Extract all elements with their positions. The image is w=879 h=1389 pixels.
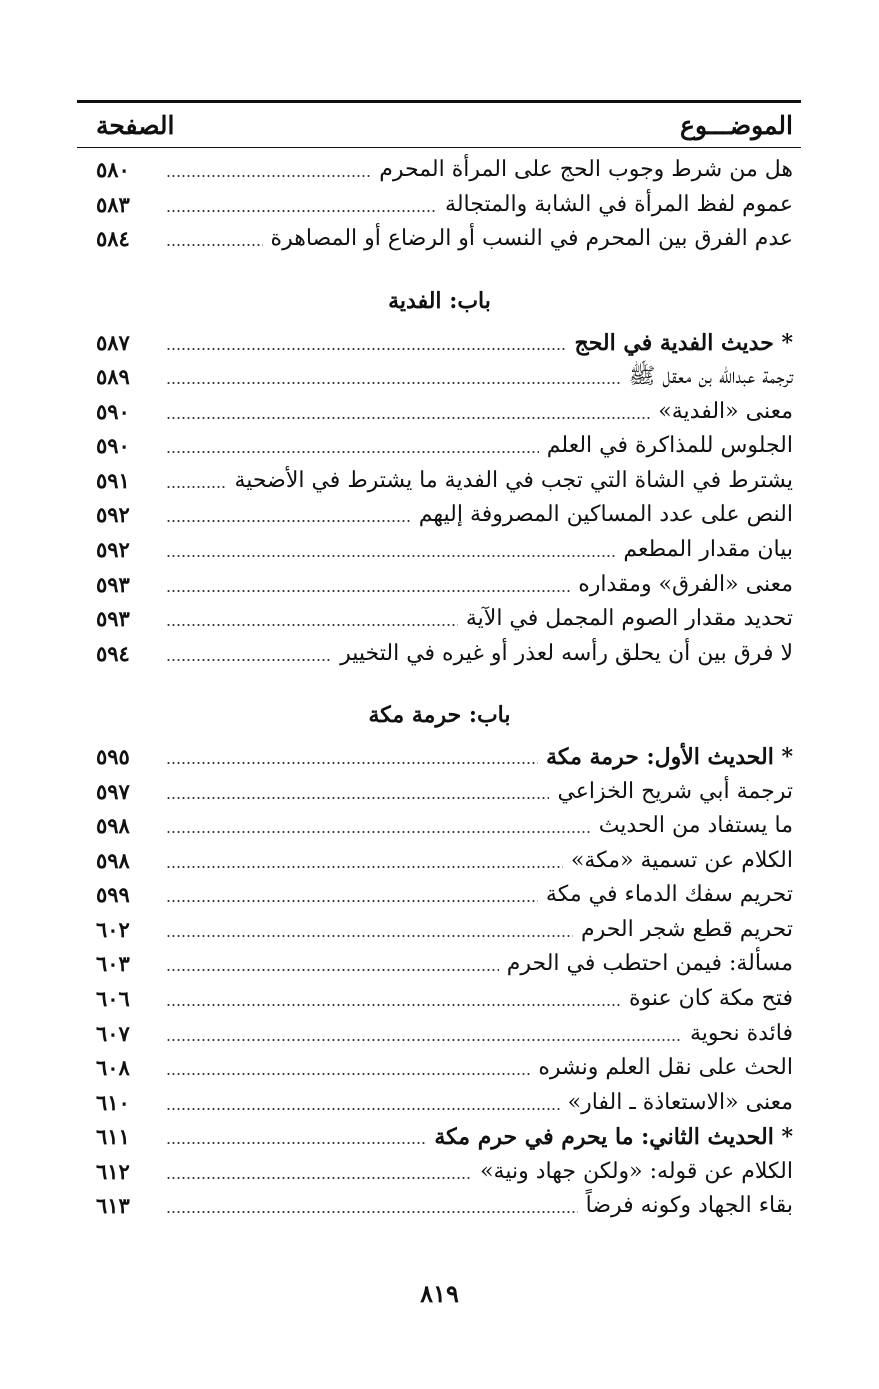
toc-entry-page: ٦٠٦: [96, 986, 130, 1011]
toc-entry-title: بقاء الجهاد وكونه فرضاً: [585, 1193, 793, 1219]
dot-leader: [166, 659, 332, 661]
toc-entry: [86, 878, 793, 912]
toc-entry: [86, 222, 793, 256]
toc-entry-page: ٥٩٤: [96, 640, 130, 666]
toc-entry-page: ٦٠٧: [96, 1020, 130, 1046]
toc-entry: [86, 947, 793, 981]
toc-entry-page: ٥٩٧: [96, 778, 130, 804]
toc-entry-title: * حديث الفدية في الحج: [574, 329, 793, 356]
dot-leader: [166, 175, 371, 177]
toc-entry-page: ٥٩٩: [96, 882, 130, 908]
toc-entry: [86, 1086, 793, 1120]
toc-entry-page: ٦١٠: [96, 1089, 130, 1115]
toc-entry-title: فتح مكة كان عنوة: [628, 986, 793, 1011]
toc-entry: [86, 1051, 793, 1085]
toc-entry-page: ٥٩١: [96, 467, 130, 493]
dot-leader: [166, 969, 499, 971]
toc-hadith-entry: [86, 740, 793, 774]
toc-entry-page: ٦٠٣: [96, 951, 130, 977]
toc-entry-title: الحث على نقل العلم ونشره: [538, 1055, 793, 1081]
header-top-rule: [77, 100, 801, 103]
toc-entry-page: ٥٨٠: [96, 157, 130, 182]
dot-leader: [166, 1142, 426, 1144]
toc-entry-title: عموم لفظ المرأة في الشابة والمتجالة: [445, 191, 793, 217]
page-number: ٨١٩: [420, 1279, 459, 1308]
dot-leader: [166, 244, 263, 246]
toc-entry-page: ٦١٢: [96, 1158, 130, 1184]
dot-leader: [166, 831, 591, 833]
toc-entry: [86, 1189, 793, 1223]
toc-entry: [86, 429, 793, 463]
toc-entry-page: ٥٩٢: [96, 502, 130, 528]
dot-leader: [166, 624, 458, 626]
toc-entry-title: معنى «الاستعاذة ـ الفار»: [567, 1089, 793, 1115]
dot-leader: [166, 1039, 682, 1041]
toc-entry-title: الكلام عن قوله: «ولكن جهاد ونية»: [480, 1158, 793, 1184]
dot-leader: [166, 382, 621, 384]
toc-entry: [86, 775, 793, 809]
section-title: باب: الفدية: [388, 287, 491, 314]
toc-entry-page: ٥٩٢: [96, 536, 130, 562]
dot-leader: [166, 486, 226, 488]
toc-entry-page: ٥٩٠: [96, 398, 130, 424]
dot-leader: [166, 451, 539, 453]
toc-entry-title: * الحديث الثاني: ما يحرم في حرم مكة: [434, 1124, 793, 1151]
dot-leader: [166, 590, 570, 592]
toc-entry: [86, 568, 793, 602]
toc-hadith-entry: [86, 326, 793, 360]
dot-leader: [166, 1177, 472, 1179]
dot-leader: [166, 520, 411, 522]
toc-entry-page: ٦١١: [96, 1124, 130, 1150]
toc-entry-page: ٥٨٣: [96, 191, 130, 217]
toc-entry-title: * الحديث الأول: حرمة مكة: [546, 744, 793, 771]
dot-leader: [166, 866, 563, 868]
toc-entry: [86, 153, 793, 187]
toc-entry-title: الكلام عن تسمية «مكة»: [570, 847, 793, 873]
toc-entry: [86, 533, 793, 567]
toc-entry-title: تحريم سفك الدماء في مكة: [545, 882, 793, 908]
toc-entry: [86, 602, 793, 636]
dot-leader: [166, 900, 538, 902]
toc-entry-title: لا فرق بين أن يحلق رأسه لعذر أو غيره في التخيير: [340, 640, 793, 666]
toc-entry-title: هل من شرط وجوب الحج على المرأة المحرم: [379, 157, 793, 182]
toc-entry: [86, 844, 793, 878]
dot-leader: [166, 935, 573, 937]
toc-entry-title: معنى «الفدية»: [658, 398, 793, 424]
toc-entry-page: ٦٠٨: [96, 1055, 130, 1081]
toc-entry-page: ٦٠٢: [96, 916, 130, 942]
toc-entry-title: بيان مقدار المطعم: [623, 536, 793, 562]
toc-entry-page: ٥٩٣: [96, 606, 130, 632]
toc-entry-page: ٥٩٨: [96, 813, 130, 839]
toc-entry-title: عدم الفرق بين المحرم في النسب أو الرضاع أو المصاهرة: [270, 226, 793, 252]
toc-entry-page: ٥٨٤: [96, 226, 130, 252]
toc-entry: [86, 913, 793, 947]
toc-entry: [86, 498, 793, 532]
toc-entry-page: ٥٩٠: [96, 433, 130, 459]
dot-leader: [166, 210, 437, 212]
toc-entry-title: مسألة: فيمن احتطب في الحرم: [506, 951, 793, 977]
header-bottom-rule: [77, 147, 801, 148]
toc-entry-title: الجلوس للمذاكرة في العلم: [546, 433, 793, 459]
toc-entry: [86, 982, 793, 1016]
dot-leader: [166, 1108, 560, 1110]
toc-entry-title: النص على عدد المساكين المصروفة إليهم: [418, 502, 793, 528]
toc-entry-title: ترجمة أبي شريح الخزاعي: [557, 778, 793, 804]
dot-leader: [166, 417, 650, 419]
dot-leader: [166, 762, 538, 764]
toc-entry-page: ٦١٣: [96, 1193, 130, 1219]
toc-entry: [86, 1017, 793, 1051]
toc-entry: [86, 464, 793, 498]
toc-entry: [86, 809, 793, 843]
toc-entry-page: ٥٩٥: [96, 744, 130, 770]
topic-column-header: الموضـــوع: [680, 111, 793, 140]
dot-leader: [166, 1073, 530, 1075]
toc-entry-title: يشترط في الشاة التي تجب في الفدية ما يشترط في الأضحية: [234, 467, 793, 493]
toc-entry-title: معنى «الفرق» ومقداره: [578, 571, 793, 597]
toc-entry: [86, 395, 793, 429]
toc-entry: [86, 637, 793, 671]
toc-entry: [86, 188, 793, 222]
dot-leader: [166, 1004, 621, 1006]
dot-leader: [166, 797, 549, 799]
toc-hadith-entry: [86, 1120, 793, 1154]
toc-entry-title: ما يستفاد من الحديث: [598, 813, 793, 839]
toc-entry-page: ٥٨٧: [96, 329, 130, 355]
page-column-header: الصفحة: [96, 111, 175, 140]
toc-entry-title: تحديد مقدار الصوم المجمل في الآية: [465, 606, 793, 632]
section-title: باب: حرمة مكة: [368, 702, 511, 729]
toc-entry-page: ٥٩٨: [96, 847, 130, 873]
toc-entry-title: ترجمة عبدالله بن معقل ﷺ: [628, 364, 793, 390]
dot-leader: [166, 1211, 578, 1213]
dot-leader: [166, 348, 566, 350]
dot-leader: [166, 555, 615, 557]
toc-entry-title: تحريم قطع شجر الحرم: [580, 916, 793, 942]
toc-entry-page: ٥٩٣: [96, 571, 130, 597]
toc-entry: [86, 360, 793, 394]
toc-entry-page: ٥٨٩: [96, 364, 130, 390]
toc-entry-title: فائدة نحوية: [689, 1020, 793, 1046]
toc-entry: [86, 1155, 793, 1189]
